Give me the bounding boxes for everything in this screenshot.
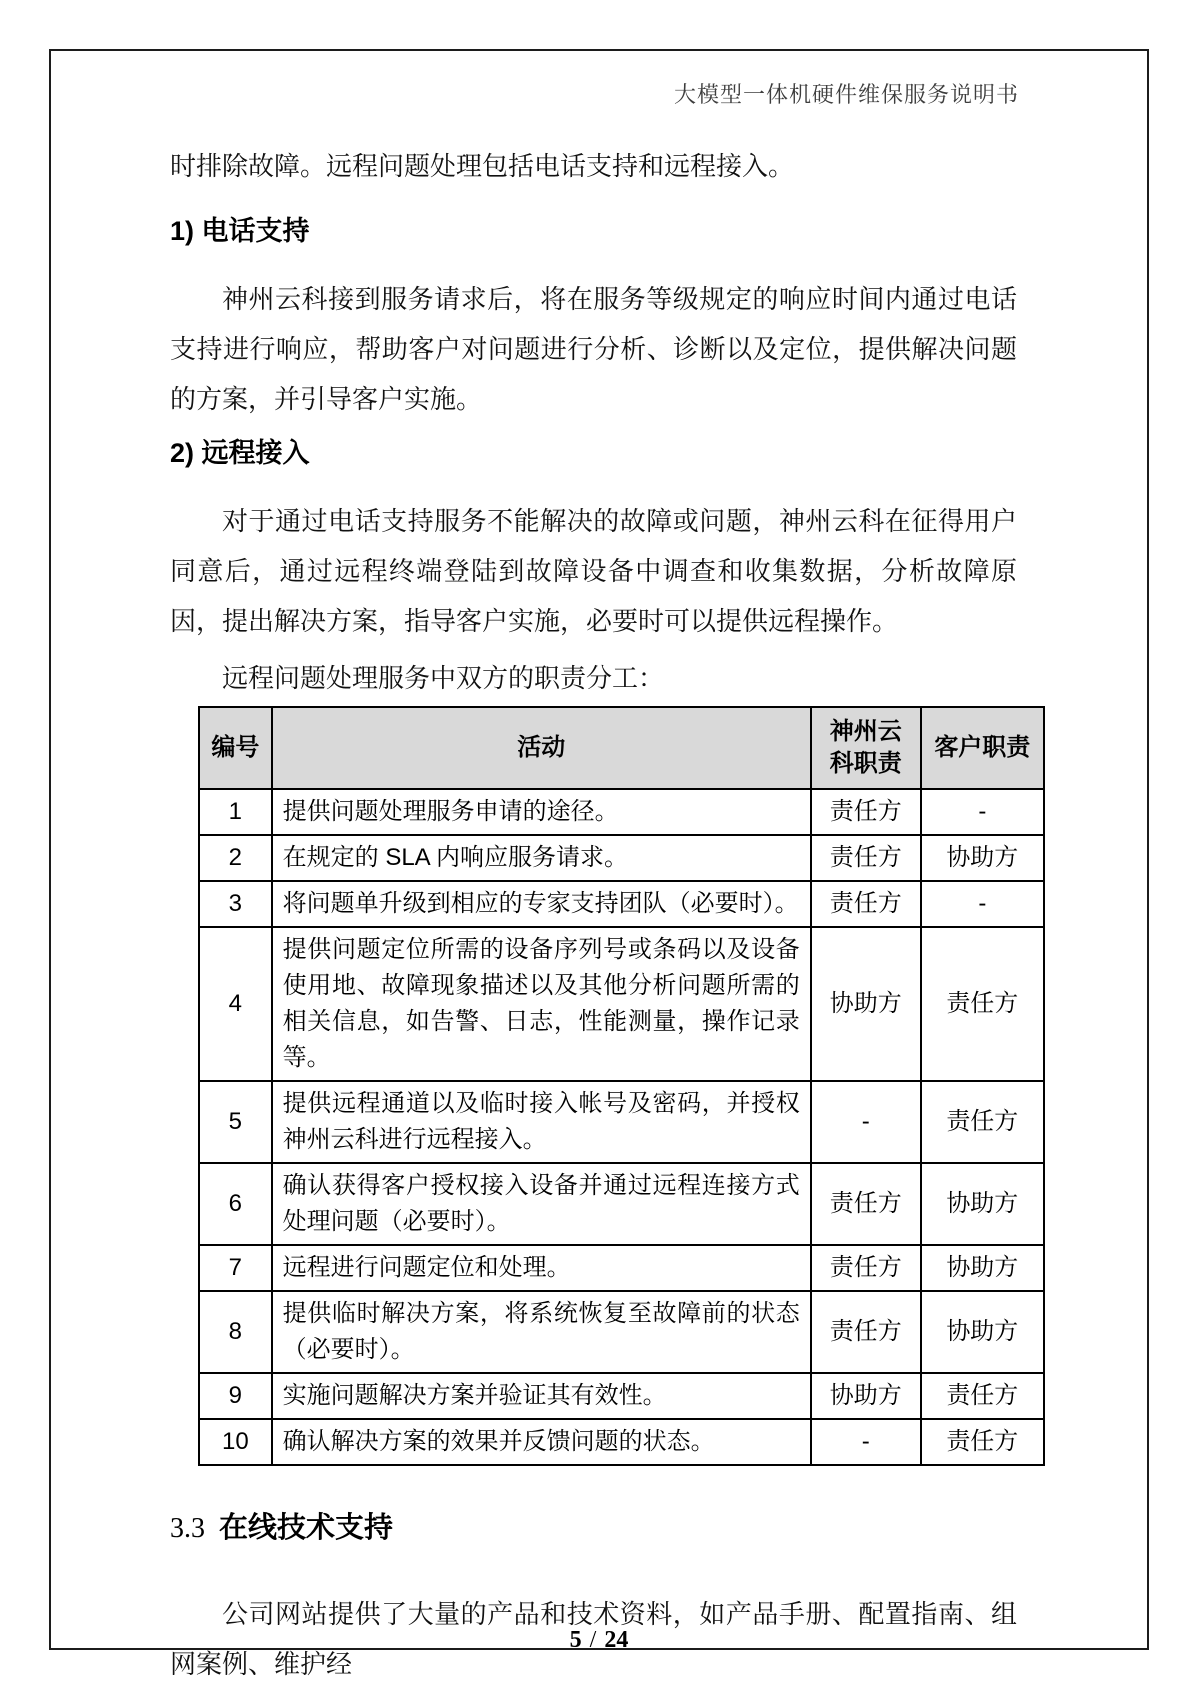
activity-cell: 实施问题解决方案并验证其有效性。 <box>272 1373 811 1419</box>
row-number-cell: 7 <box>199 1245 272 1291</box>
yunke-responsibility-cell: 责任方 <box>811 835 921 881</box>
activity-cell: 提供问题处理服务申请的途径。 <box>272 789 811 835</box>
customer-responsibility-cell: 协助方 <box>921 835 1044 881</box>
customer-responsibility-cell: 协助方 <box>921 1291 1044 1373</box>
responsibility-table <box>198 706 1045 1466</box>
online-support-paragraph: 公司网站提供了大量的产品和技术资料，如产品手册、配置指南、组网案例、维护经 <box>170 1599 1017 1679</box>
customer-responsibility-cell: 协助方 <box>921 1245 1044 1291</box>
current-page-number: 5 <box>569 1627 582 1653</box>
yunke-responsibility-cell: 责任方 <box>811 1163 921 1245</box>
table-row <box>199 1291 1044 1373</box>
yunke-responsibility-cell: 协助方 <box>811 1373 921 1419</box>
section-number: 3.3 <box>170 1513 205 1544</box>
document-header <box>51 51 1147 110</box>
phone-support-paragraph: 神州云科接到服务请求后，将在服务等级规定的响应时间内通过电话支持进行响应，帮助客户对问题进行分析、诊断以及定位，提供解决问题的方案，并引导客户实施。 <box>170 284 1017 414</box>
yunke-responsibility-cell: 责任方 <box>811 789 921 835</box>
remote-access-paragraph: 对于通过电话支持服务不能解决的故障或问题，神州云科在征得用户同意后，通过远程终端登陆到故障设备中调查和收集数据，分析故障原因，提出解决方案，指导客户实施，必要时可以提供远程操作。 <box>170 506 1017 636</box>
section-title: 在线技术支持 <box>219 1512 394 1544</box>
table-row <box>199 789 1044 835</box>
page-separator: / <box>589 1627 597 1653</box>
row-number-cell: 6 <box>199 1163 272 1245</box>
activity-cell: 提供问题定位所需的设备序列号或条码以及设备使用地、故障现象描述以及其他分析问题所需的相关信息，如告警、日志，性能测量，操作记录等。 <box>272 927 811 1081</box>
customer-responsibility-cell: - <box>921 789 1044 835</box>
activity-cell: 提供远程通道以及临时接入帐号及密码，并授权神州云科进行远程接入。 <box>272 1081 811 1163</box>
row-number-cell: 9 <box>199 1373 272 1419</box>
table-row <box>199 835 1044 881</box>
activity-cell: 在规定的 SLA 内响应服务请求。 <box>272 835 811 881</box>
yunke-responsibility-cell: - <box>811 1419 921 1465</box>
table-row <box>199 1419 1044 1465</box>
row-number-cell: 10 <box>199 1419 272 1465</box>
row-number-cell: 3 <box>199 881 272 927</box>
yunke-responsibility-cell: 责任方 <box>811 1245 921 1291</box>
row-number-cell: 4 <box>199 927 272 1081</box>
page-footer <box>51 1627 1147 1654</box>
column-header-yunke: 神州云科职责 <box>811 707 921 789</box>
yunke-responsibility-cell: 协助方 <box>811 927 921 1081</box>
row-number-cell: 1 <box>199 789 272 835</box>
column-header-number: 编号 <box>199 707 272 789</box>
table-row <box>199 1373 1044 1419</box>
table-body <box>199 789 1044 1465</box>
customer-responsibility-cell: 责任方 <box>921 1373 1044 1419</box>
total-page-count: 24 <box>604 1627 629 1653</box>
customer-responsibility-cell: 责任方 <box>921 927 1044 1081</box>
section-heading <box>170 1508 1017 1553</box>
row-number-cell: 8 <box>199 1291 272 1373</box>
document-content <box>51 148 1147 1689</box>
yunke-responsibility-cell: 责任方 <box>811 1291 921 1373</box>
customer-responsibility-cell: 责任方 <box>921 1419 1044 1465</box>
table-row <box>199 1163 1044 1245</box>
table-row <box>199 1081 1044 1163</box>
yunke-responsibility-cell: 责任方 <box>811 881 921 927</box>
page-border <box>49 49 1149 1679</box>
activity-cell: 确认解决方案的效果并反馈问题的状态。 <box>272 1419 811 1465</box>
table-intro-line: 远程问题处理服务中双方的职责分工： <box>222 663 665 693</box>
table-header-row <box>199 707 1044 789</box>
activity-cell: 确认获得客户授权接入设备并通过远程连接方式处理问题（必要时）。 <box>272 1163 811 1245</box>
column-header-activity: 活动 <box>272 707 811 789</box>
activity-cell: 将问题单升级到相应的专家支持团队（必要时）。 <box>272 881 811 927</box>
table-row <box>199 927 1044 1081</box>
customer-responsibility-cell: - <box>921 881 1044 927</box>
lead-paragraph: 时排除故障。远程问题处理包括电话支持和远程接入。 <box>170 151 795 181</box>
remote-access-heading: 2) 远程接入 <box>170 438 310 468</box>
table-row <box>199 881 1044 927</box>
customer-responsibility-cell: 协助方 <box>921 1163 1044 1245</box>
activity-cell: 提供临时解决方案，将系统恢复至故障前的状态（必要时）。 <box>272 1291 811 1373</box>
row-number-cell: 5 <box>199 1081 272 1163</box>
header-title: 大模型一体机硬件维保服务说明书 <box>673 82 1019 107</box>
phone-support-heading: 1) 电话支持 <box>170 216 310 246</box>
yunke-responsibility-cell: - <box>811 1081 921 1163</box>
row-number-cell: 2 <box>199 835 272 881</box>
customer-responsibility-cell: 责任方 <box>921 1081 1044 1163</box>
column-header-customer: 客户职责 <box>921 707 1044 789</box>
table-row <box>199 1245 1044 1291</box>
activity-cell: 远程进行问题定位和处理。 <box>272 1245 811 1291</box>
